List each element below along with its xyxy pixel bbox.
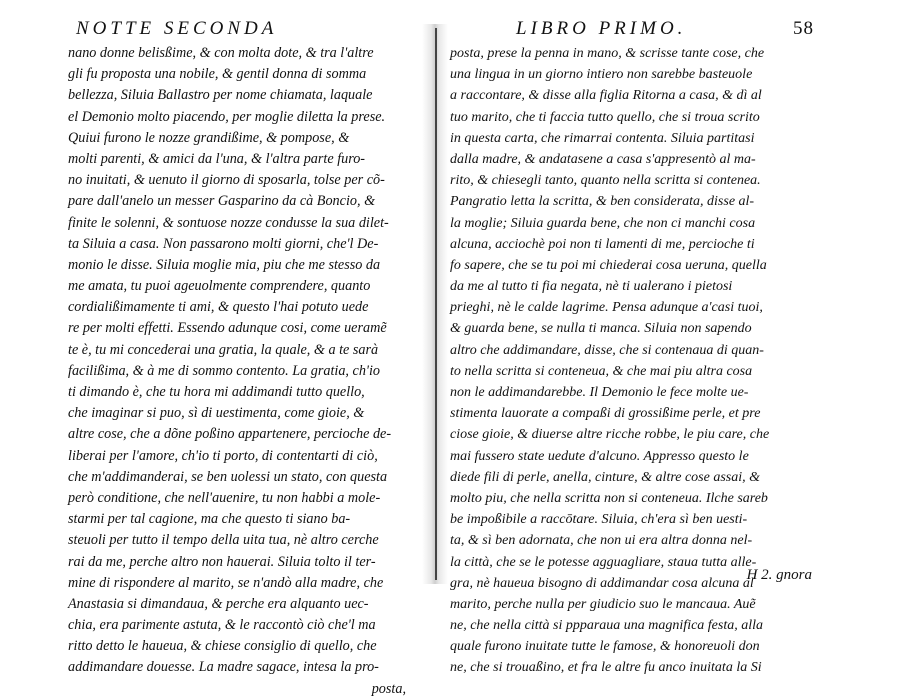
text-line: la città, che se le potesse agguagliare, staua tutta alle- xyxy=(450,554,757,570)
text-line: gra, nè haueua bisogno di addimandar cosa alcuna al xyxy=(450,575,754,591)
text-line: Pangratio letta la scritta, & ben considerata, disse al- xyxy=(450,194,755,210)
running-head-right-title: LIBRO PRIMO. xyxy=(516,18,687,39)
text-line: rai da me, perche altro non hauerai. Siluia tolto il ter- xyxy=(68,553,376,570)
text-line: ti dimando è, che tu hora mi addimandi tutto quello, xyxy=(68,384,365,400)
text-line: ta, & sì ben adornata, che non ui era altra donna nel- xyxy=(450,533,753,549)
text-line: ne, che si trouaßino, et fra le altre fu anco inuitata la Si xyxy=(450,660,762,676)
text-line: alcuna, acciochè poi non ti lamenti di me, percioche ti xyxy=(450,236,755,252)
text-line: che imaginar si puo, sì di uestimenta, come gioie, & xyxy=(68,405,365,422)
running-head-left: NOTTE SECONDA xyxy=(76,18,278,39)
text-line: da me al tutto ti fia negata, nè ti ualerano i pietosi xyxy=(450,279,733,295)
text-line: altre cose, che a dõne poßino appartenere, percioche de- xyxy=(68,426,392,443)
text-line: gli fu proposta una nobile, & gentil donna di somma xyxy=(68,66,367,83)
text-line: pare dall'anelo un messer Gasparino da cà Boncio, & xyxy=(68,193,376,210)
signature-mark: H 2. gnora xyxy=(746,567,812,583)
page-number: 58 xyxy=(793,18,814,39)
text-line: molti parenti, & amici da l'una, & l'altra parte furo- xyxy=(68,150,366,167)
text-line: altro che addimandare, disse, che si contenaua di quan- xyxy=(450,342,764,358)
text-line: mine di rispondere al marito, se n'andò alla madre, che xyxy=(68,574,384,591)
text-line: una lingua in un giorno intiero non sarebbe basteuole xyxy=(450,67,753,83)
text-line: prieghi, nè le calde lagrime. Pensa adunque a'casi tuoi, xyxy=(450,300,763,316)
right-page xyxy=(450,18,816,676)
text-line: be impoßibile a raccōtare. Siluia, ch'era sì ben uesti- xyxy=(450,512,748,528)
text-line: in questa carta, che rimarrai contenta. Siluia partitasi xyxy=(450,130,755,146)
text-line: finite le solenni, & sontuose nozze condusse la sua dilet- xyxy=(68,214,389,231)
text-line: la moglie; Siluia guarda bene, che non ci manchi cosa xyxy=(450,215,756,231)
text-line: to nella scritta si conteneua, & che mai piu altra cosa xyxy=(450,363,753,379)
text-line: posta, xyxy=(371,680,406,697)
text-line: no inuitati, & uenuto il giorno di sposarla, tolse per cõ- xyxy=(68,172,385,189)
text-line: fo sapere, che se tu poi mi chiederai cosa ueruna, quella xyxy=(450,257,767,273)
text-line: quale furono inuitate tutte le famose, & honoreuoli don xyxy=(450,639,760,655)
text-line: stimenta lauorate a compaßi di grossißime perle, et pre xyxy=(450,406,761,422)
text-line: steuoli per tutto il tempo della uita tua, nè altro cerche xyxy=(68,532,379,549)
text-line: posta, prese la penna in mano, & scrisse tante cose, che xyxy=(450,46,765,61)
gutter-fold-line xyxy=(435,28,437,580)
text-line: molto piu, che nella scritta non si conteneua. Ilche sareb xyxy=(450,490,768,506)
text-line: bellezza, Siluia Ballastro per nome chiamata, laquale xyxy=(68,87,373,104)
text-line: nano donne belisßime, & con molta dote, & tra l'altre xyxy=(68,45,374,61)
text-line: facilißima, & à me di sommo contento. La gratia, ch'io xyxy=(68,362,380,379)
text-line: cordialißimamente ti ami, & questo l'hai potuto uede xyxy=(68,299,369,316)
text-line: dalla madre, & andatasene a casa s'appresentò al ma- xyxy=(450,151,756,167)
running-head-right xyxy=(450,18,816,42)
left-page xyxy=(68,18,420,697)
text-line: non le addimandarebbe. Il Demonio le fece molte ue- xyxy=(450,385,749,400)
text-line: tuo marito, che ti faccia tutto quello, che si troua scrito xyxy=(450,109,760,125)
text-line: Quiui furono le nozze grandißime, & pompose, & xyxy=(68,129,350,146)
text-line: & guarda bene, se nulla ti manca. Siluia non sapendo xyxy=(450,321,752,337)
text-line: starmi per tal cagione, ma che questo ti siano ba- xyxy=(68,511,351,528)
book-spread xyxy=(68,18,816,697)
text-line: addimandare douesse. La madre sagace, intesa la pro- xyxy=(68,659,379,676)
text-line: ne, che nella città si ppparaua una magnifica festa, alla xyxy=(450,618,764,634)
text-line: liberai per l'amore, ch'io ti porto, di contentarti di ciò, xyxy=(68,447,378,464)
text-line: ritto detto le haueua, & chiese consiglio di quello, che xyxy=(68,638,377,655)
left-page-text xyxy=(68,43,420,700)
text-line: marito, perche nulla per giudicio suo le mancaua. Auẽ xyxy=(450,596,756,612)
text-line: te è, tu mi concederai una gratia, la quale, & a te sarà xyxy=(68,341,379,358)
text-line: me amata, tu puoi ageuolmente comprendere, quanto xyxy=(68,278,371,295)
text-line: a raccontare, & disse alla figlia Ritorna a casa, & dì al xyxy=(450,88,762,104)
text-line: Anastasia si dimandaua, & perche era alquanto uec- xyxy=(68,595,369,612)
text-line: el Demonio molto piacendo, per moglie diletta la prese. xyxy=(68,108,386,125)
text-line: rito, & chiesegli tanto, quanto nella scritta si contenea. xyxy=(450,173,761,189)
text-line: che m'addimanderai, se ben uolessi un stato, con questa xyxy=(68,468,388,485)
text-line: ciose gioie, & diuerse altre ricche robbe, le piu care, che xyxy=(450,427,770,443)
text-line: chia, era parimente astuta, & le raccontò ciò che'l ma xyxy=(68,617,376,634)
text-line: ta Siluia a casa. Non passarono molti giorni, che'l De- xyxy=(68,235,379,252)
text-line: mai fussero state uedute d'alcuno. Appresso questo le xyxy=(450,448,749,464)
text-line: però conditione, che nell'auenire, tu non habbi a mole- xyxy=(68,489,381,506)
text-line: diede fili di perle, anella, cinture, & altre cose assai, & xyxy=(450,469,761,485)
text-line: re per molti effetti. Essendo adunque cosi, come ueramẽ xyxy=(68,320,387,337)
text-line: monio le disse. Siluia moglie mia, piu che me stesso da xyxy=(68,256,381,273)
